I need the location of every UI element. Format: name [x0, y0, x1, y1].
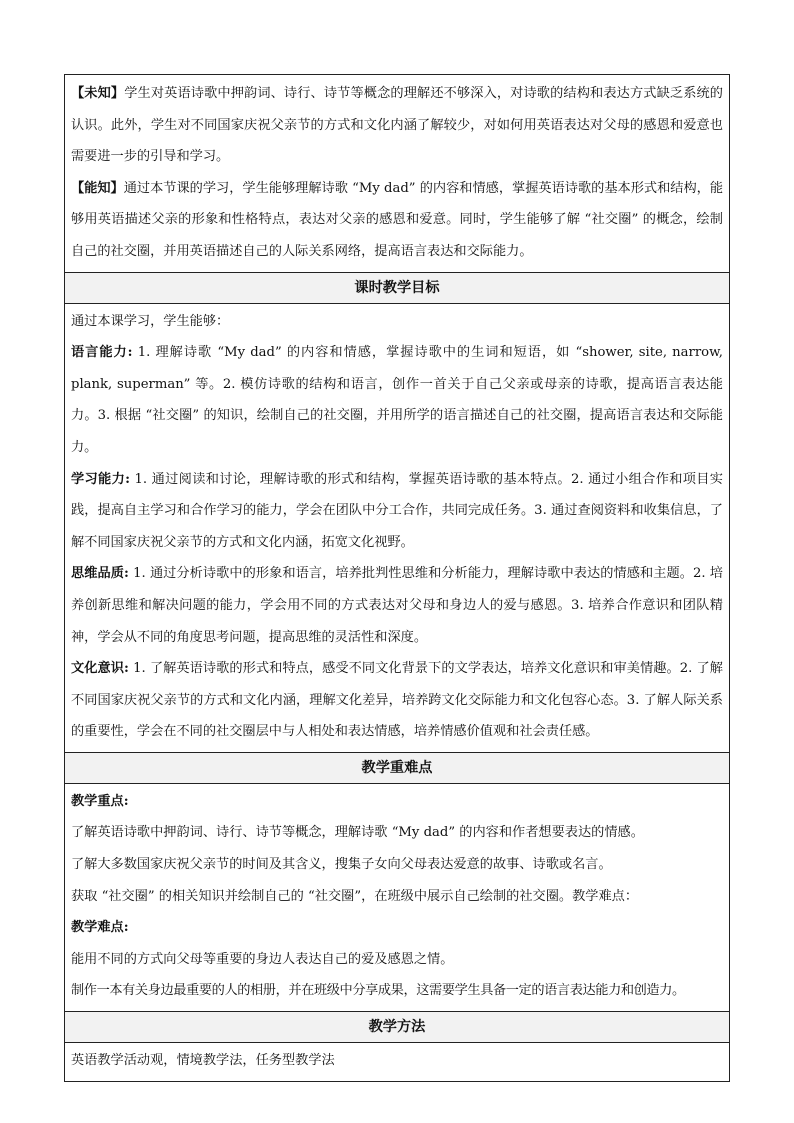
- objectives-row: [65, 304, 729, 753]
- key-label: 教学重点:: [71, 793, 129, 809]
- weizhi-tag: 【未知】: [71, 86, 125, 101]
- difficulty-label: 教学难点:: [71, 920, 129, 936]
- nengzhi-text: 通过本节课的学习，学生能够理解诗歌 “My dad” 的内容和情感，掌握英语诗歌的基本形式和结构，能够用英语描述父亲的形象和性格特点，表达对父亲的感恩和爱意。同时，学生能够了解 “社交圈” 的概念，绘制自己的社交圈，并用英语描述自己的人际关系网络，提高语言表达和交际能力。: [71, 180, 724, 259]
- methods-cell: [65, 1043, 729, 1081]
- keypoints-heading: 教学重难点: [65, 753, 729, 784]
- learning-label: 学习能力:: [71, 471, 130, 487]
- methods-row: [65, 1043, 729, 1081]
- culture-label: 文化意识:: [71, 661, 129, 677]
- methods-text: 英语教学活动观，情境教学法，任务型教学法: [71, 1053, 335, 1069]
- nengzhi-tag: 【能知】: [71, 180, 124, 196]
- key-item: 了解英语诗歌中押韵词、诗行、诗节等概念，理解诗歌 “My dad” 的内容和作者想要表达的情感。: [71, 825, 644, 841]
- keypoints-cell: [65, 784, 729, 1011]
- language-text: 1. 理解诗歌 “My dad” 的内容和情感，掌握诗歌中的生词和短语，如 “shower, site, narrow, plank, superman” 等。2. 模仿诗歌的结构和语言，创作一首关于自己父亲或母亲的诗歌，提高语言表达能力。3. 根据 “社交圈” 的知识，绘制自己的社交圈，并用所学的语言描述自己的社交圈，提高语言表达和交际能力。: [71, 345, 723, 455]
- thinking-text: 1. 通过分析诗歌中的形象和语言，培养批判性思维和分析能力，理解诗歌中表达的情感和主题。2. 培养创新思维和解决问题的能力，学会用不同的方式表达对父母和身边人的爱与感恩。3. 培养合作意识和团队精神，学会从不同的角度思考问题，提高思维的灵活性和深度。: [71, 566, 723, 645]
- keypoints-row: [65, 784, 729, 1012]
- learning-text: 1. 通过阅读和讨论，理解诗歌的形式和结构，掌握英语诗歌的基本特点。2. 通过小组合作和项目实践，提高自主学习和合作学习的能力，学会在团队中分工合作，共同完成任务。3. 通过查阅资料和收集信息，了解不同国家庆祝父亲节的方式和文化内涵，拓宽文化视野。: [71, 471, 723, 550]
- culture-text: 1. 了解英语诗歌的形式和特点，感受不同文化背景下的文学表达，培养文化意识和审美情趣。2. 了解不同国家庆祝父亲节的方式和文化内涵，理解文化差异，培养跨文化交际能力和文化包容心态。3. 了解人际关系的重要性，学会在不同的社交圈层中与人相处和表达情感，培养情感价值观和社会责任感。: [71, 661, 723, 740]
- objectives-intro: 通过本课学习，学生能够：: [71, 313, 230, 329]
- methods-heading: 教学方法: [65, 1012, 729, 1043]
- objectives-heading: 课时教学目标: [65, 273, 729, 304]
- nengzhi-paragraph: [71, 173, 723, 268]
- analysis-row: [65, 75, 729, 273]
- language-label: 语言能力:: [71, 345, 133, 361]
- difficulty-item: 制作一本有关身边最重要的人的相册，并在班级中分享成果，这需要学生具备一定的语言表达能力和创造力。: [71, 983, 685, 999]
- key-item: 了解大多数国家庆祝父亲节的时间及其含义，搜集子女向父母表达爱意的故事、诗歌或名言。: [71, 857, 612, 873]
- lesson-plan-table: [64, 74, 730, 1082]
- thinking-label: 思维品质:: [71, 566, 129, 582]
- thinking-objective: [71, 558, 723, 653]
- analysis-cell: [65, 75, 729, 272]
- language-objective: [71, 337, 723, 463]
- key-item: 获取 “社交圈” 的相关知识并绘制自己的 “社交圈”，在班级中展示自己绘制的社交圈。教学难点：: [71, 888, 639, 904]
- learning-objective: [71, 464, 723, 559]
- weizhi-text: 学生对英语诗歌中押韵词、诗行、诗节等概念的理解还不够深入，对诗歌的结构和表达方式缺乏系统的认识。此外，学生对不同国家庆祝父亲节的方式和文化内涵了解较少，对如何用英语表达对父母的感恩和爱意也需要进一步的引导和学习。: [71, 86, 723, 165]
- objectives-cell: [65, 304, 729, 752]
- weizhi-paragraph: [71, 78, 723, 173]
- difficulty-item: 能用不同的方式向父母等重要的身边人表达自己的爱及感恩之情。: [71, 951, 454, 967]
- culture-objective: [71, 653, 723, 748]
